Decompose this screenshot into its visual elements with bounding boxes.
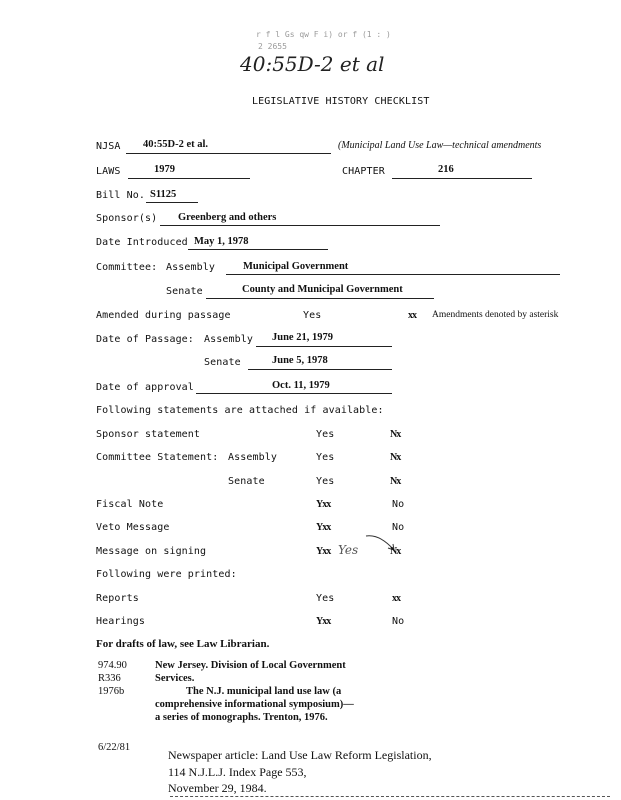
chapter-label: CHAPTER bbox=[342, 166, 385, 177]
laws-value: 1979 bbox=[154, 164, 175, 175]
approval-label: Date of approval bbox=[96, 382, 194, 393]
date-introduced-line bbox=[188, 249, 328, 250]
committee-assembly-value: Municipal Government bbox=[243, 261, 349, 272]
laws-label: LAWS bbox=[96, 166, 121, 177]
date-introduced-value: May 1, 1978 bbox=[194, 236, 249, 247]
chapter-value: 216 bbox=[438, 164, 454, 175]
committee-senate-label: Senate bbox=[166, 286, 203, 297]
reports-label: Reports bbox=[96, 593, 139, 604]
amended-note: Amendments denoted by asterisk bbox=[432, 310, 559, 320]
committee-assembly-line bbox=[226, 274, 560, 275]
chapter-line bbox=[392, 178, 532, 179]
veto-message-label: Veto Message bbox=[96, 522, 170, 533]
committee-statement-senate: Senate bbox=[228, 476, 265, 487]
committee-statement-assembly: Assembly bbox=[228, 452, 277, 463]
approval-line bbox=[196, 393, 392, 394]
veto-message-no: No bbox=[392, 522, 405, 533]
committee-assembly-label: Assembly bbox=[166, 262, 215, 273]
njsa-label: NJSA bbox=[96, 141, 121, 152]
catalog-call-1: 974.90 bbox=[98, 660, 127, 671]
signing-message-label: Message on signing bbox=[96, 546, 207, 557]
catalog-call-3: 1976b bbox=[98, 686, 125, 697]
amended-no-struck: xx bbox=[408, 310, 416, 321]
sponsor-label: Sponsor(s) bbox=[96, 213, 158, 224]
reports-no: xx bbox=[392, 593, 400, 604]
passage-label: Date of Passage: bbox=[96, 334, 194, 345]
drafts-note: For drafts of law, see Law Librarian. bbox=[96, 638, 270, 650]
passage-senate-label: Senate bbox=[204, 357, 241, 368]
committee-senate-no: Nx bbox=[390, 476, 401, 487]
bill-line bbox=[146, 202, 198, 203]
committee-statement-label: Committee Statement: bbox=[96, 452, 219, 463]
njsa-line bbox=[126, 153, 331, 154]
sponsor-line bbox=[160, 225, 440, 226]
passage-senate-line bbox=[248, 369, 392, 370]
footer-dashed-rule bbox=[170, 796, 610, 797]
amended-yes: Yes bbox=[303, 310, 322, 321]
committee-assembly-yes: Yes bbox=[316, 452, 335, 463]
approval-value: Oct. 11, 1979 bbox=[272, 380, 330, 391]
signing-message-no: Nx bbox=[390, 546, 401, 557]
footer-date: 6/22/81 bbox=[98, 742, 131, 753]
handwritten-statute: 40:55D-2 et al bbox=[240, 52, 385, 76]
page-title: LEGISLATIVE HISTORY CHECKLIST bbox=[252, 96, 430, 107]
committee-label: Committee: bbox=[96, 262, 158, 273]
catalog-line-5: a series of monographs. Trenton, 1976. bbox=[155, 712, 328, 723]
attached-heading: Following statements are attached if available: bbox=[96, 405, 384, 416]
passage-assembly-line bbox=[256, 346, 392, 347]
fiscal-note-no: No bbox=[392, 499, 405, 510]
signing-message-yes: Yxx bbox=[316, 546, 331, 557]
footer-line-2: 114 N.J.L.J. Index Page 553, bbox=[168, 765, 307, 779]
sponsor-statement-yes: Yes bbox=[316, 429, 335, 440]
sponsor-value: Greenberg and others bbox=[178, 212, 277, 223]
printed-heading: Following were printed: bbox=[96, 569, 237, 580]
passage-senate-value: June 5, 1978 bbox=[272, 355, 328, 366]
sponsor-statement-no: Nx bbox=[390, 429, 401, 440]
committee-assembly-no: Nx bbox=[390, 452, 401, 463]
reports-yes: Yes bbox=[316, 593, 335, 604]
hearings-yes: Yxx bbox=[316, 616, 331, 627]
hearings-no: No bbox=[392, 616, 405, 627]
fiscal-note-label: Fiscal Note bbox=[96, 499, 164, 510]
signing-handwritten-yes: Yes bbox=[338, 543, 359, 557]
committee-senate-line bbox=[206, 298, 434, 299]
sponsor-statement-label: Sponsor statement bbox=[96, 429, 201, 440]
committee-senate-yes: Yes bbox=[316, 476, 335, 487]
footer-line-3: November 29, 1984. bbox=[168, 781, 267, 795]
njsa-value: 40:55D-2 et al. bbox=[143, 139, 209, 150]
date-introduced-label: Date Introduced bbox=[96, 237, 188, 248]
footer-line-1: Newspaper article: Land Use Law Reform Legislation, bbox=[168, 748, 432, 762]
catalog-line-2: Services. bbox=[155, 673, 195, 684]
fiscal-note-yes: Yxx bbox=[316, 499, 331, 510]
amended-label: Amended during passage bbox=[96, 310, 231, 321]
catalog-line-3: The N.J. municipal land use law (a bbox=[186, 686, 342, 697]
veto-message-yes: Yxx bbox=[316, 522, 331, 533]
passage-assembly-label: Assembly bbox=[204, 334, 253, 345]
faint-stamp-number: 2 2655 bbox=[258, 42, 287, 51]
laws-line bbox=[128, 178, 250, 179]
hearings-label: Hearings bbox=[96, 616, 145, 627]
njsa-note: (Municipal Land Use Law—technical amendments bbox=[338, 140, 542, 151]
bill-value: S1125 bbox=[150, 189, 177, 200]
catalog-line-1: New Jersey. Division of Local Government bbox=[155, 660, 346, 671]
passage-assembly-value: June 21, 1979 bbox=[272, 332, 333, 343]
catalog-call-2: R336 bbox=[98, 673, 121, 684]
committee-senate-value: County and Municipal Government bbox=[242, 284, 403, 295]
bill-label: Bill No. bbox=[96, 190, 145, 201]
catalog-line-4: comprehensive informational symposium)— bbox=[155, 699, 354, 710]
faint-stamp-line: r f l Gs qw F i) or f (1 : ) bbox=[256, 30, 391, 39]
